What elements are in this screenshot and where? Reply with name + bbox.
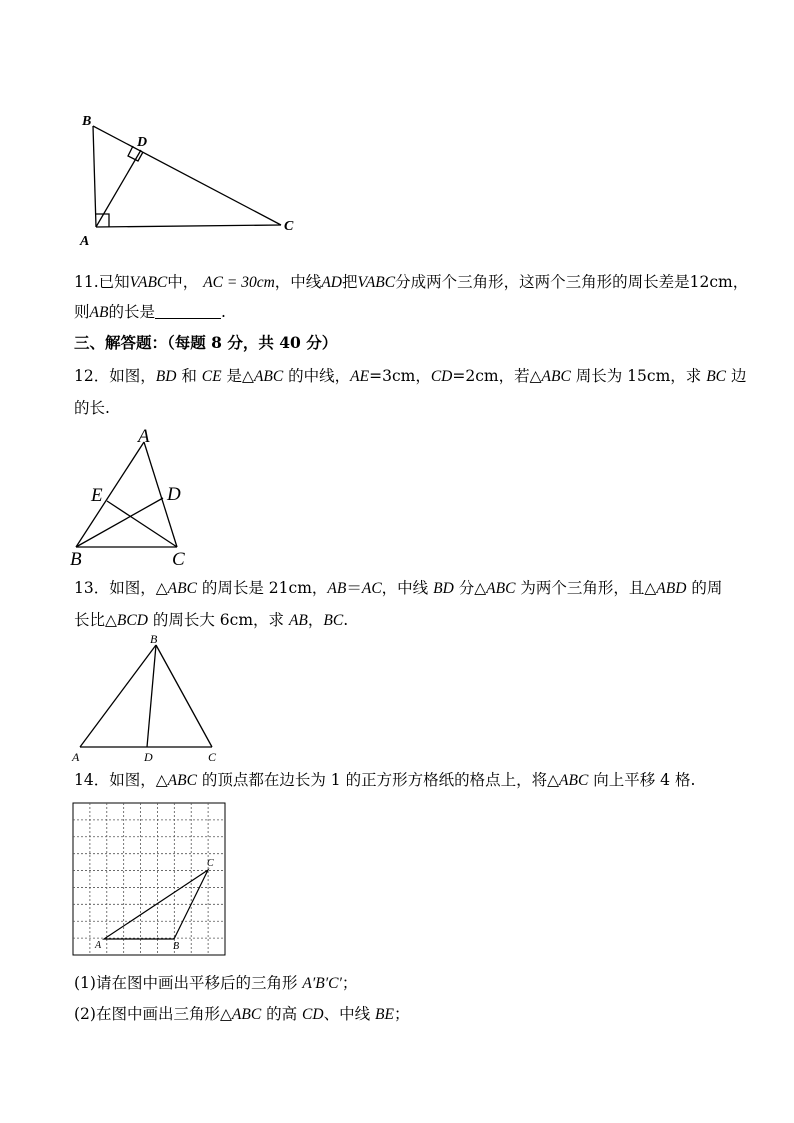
segment-ba [93, 126, 96, 227]
question-12-line-2: 的长. [74, 399, 110, 417]
label-e: E [91, 485, 103, 506]
label-c: C [172, 549, 185, 570]
figure-triangle-median-bd [65, 630, 225, 765]
triangle-abc [104, 870, 208, 939]
question-12-line-1: 12．如图，BD 和 CE 是△ABC 的中线，AE=3cm，CD=2cm，若△ABC 周长为 15cm，求 BC 边 [74, 367, 747, 385]
label-c: C [207, 858, 214, 869]
label-b: B [173, 941, 180, 952]
grid-border [73, 803, 225, 955]
label-a: A [138, 426, 150, 447]
label-a: A [72, 750, 80, 764]
label-b: B [70, 549, 82, 570]
label-a: A [95, 940, 102, 951]
label-b: B [150, 632, 158, 646]
question-11-line-2: 则AB的长是 . [74, 303, 226, 321]
answer-blank[interactable] [155, 303, 221, 319]
figure-grid-triangle [70, 800, 230, 960]
question-14-part-1: (1)请在图中画出平移后的三角形 A′B′C′； [74, 974, 358, 992]
figure-right-triangle [70, 105, 310, 250]
segment-ac [96, 225, 281, 227]
label-c: C [208, 750, 217, 764]
segment-bc [156, 645, 212, 747]
median-bd [147, 645, 156, 747]
segment-ad [96, 150, 141, 227]
segment-bc [93, 126, 281, 225]
question-14-line-1: 14．如图，△ABC 的顶点都在边长为 1 的正方形方格纸的格点上，将△ABC 向上平移 4 格. [74, 771, 696, 789]
label-d: D [167, 484, 181, 505]
section-title: 三、解答题：（每题 8 分，共 40 分） [74, 333, 338, 352]
grid-lines [73, 803, 225, 955]
label-d: D [144, 750, 153, 764]
label-b: B [82, 114, 92, 129]
figure-triangle-medians [60, 425, 200, 570]
question-11-line-1: 11.已知VABC中， AC = 30cm，中线AD把VABC分成两个三角形，这两个三角形的周长差是12cm， [74, 273, 749, 291]
label-a: A [80, 234, 90, 249]
question-13-line-2: 长比△BCD 的周长大 6cm，求 AB，BC. [74, 611, 349, 629]
median-bd [76, 498, 163, 547]
label-d: D [137, 135, 148, 150]
question-14-part-2: (2)在图中画出三角形△ABC 的高 CD、中线 BE； [74, 1005, 410, 1023]
segment-ba [80, 645, 156, 747]
label-c: C [284, 219, 294, 234]
segment-ab [76, 442, 144, 547]
question-13-line-1: 13．如图，△ABC 的周长是 21cm，AB＝AC，中线 BD 分△ABC 为两个三角形，且△ABD 的周 [74, 579, 723, 597]
